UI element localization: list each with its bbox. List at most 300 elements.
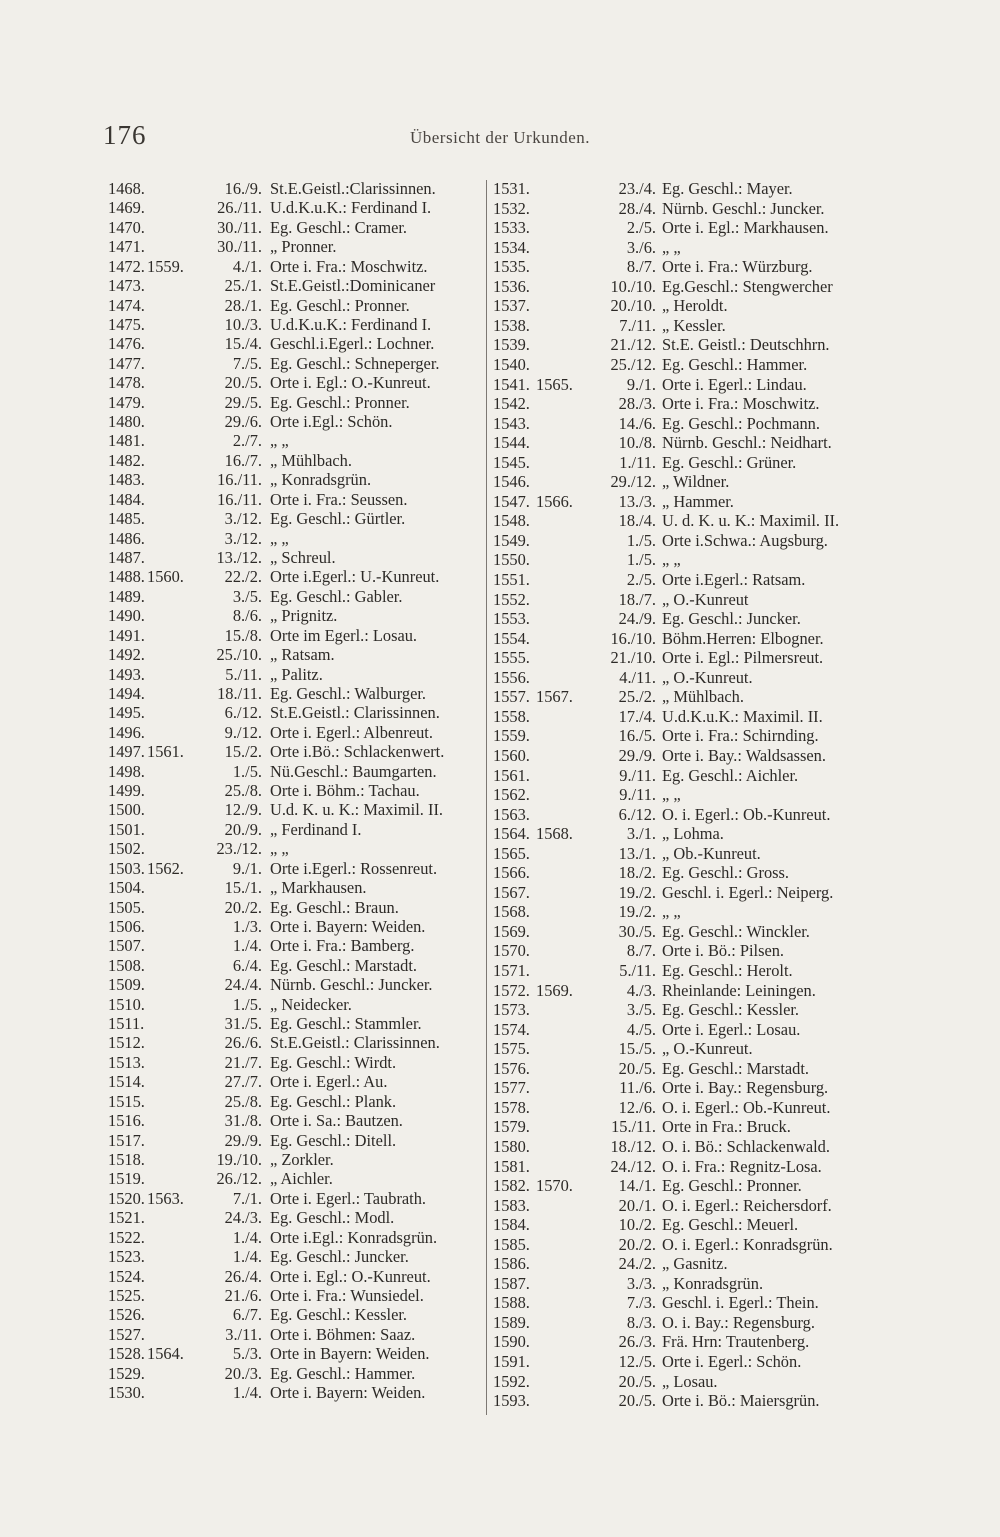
entry-text: Eg. Geschl.: Schneperger. (270, 353, 440, 373)
entry-number: 1554. (493, 628, 530, 648)
entry-number: 1507. (108, 936, 145, 956)
entry-number: 1470. (108, 217, 145, 237)
entry-date: 2./5. (626, 218, 656, 238)
entry-number: 1590. (493, 1332, 530, 1352)
entry-number: 1579. (493, 1117, 530, 1137)
entry-text: Orte i. Bö.: Maiersgrün. (662, 1391, 820, 1411)
entry-number: 1577. (493, 1078, 530, 1098)
entry-date: 4./11. (619, 667, 656, 687)
entry-date: 25./2. (618, 687, 656, 707)
entry-text: „ O.-Kunreut. (662, 667, 753, 687)
entry-number: 1588. (493, 1293, 530, 1313)
entry-date: 6./7. (232, 1305, 262, 1325)
entry-number: 1525. (108, 1285, 145, 1305)
entry-date: 27./7. (224, 1072, 262, 1092)
entry-text: Orte i. Bayern: Weiden. (270, 1383, 426, 1403)
entry-date: 18./11. (217, 683, 262, 703)
entry-number: 1543. (493, 413, 530, 433)
entry-date: 26./11. (217, 198, 262, 218)
entry-text: Orte i. Egerl.: Lindau. (662, 374, 807, 394)
entry-date: 30./5. (618, 921, 656, 941)
entry-text: O. i. Egerl.: Ob.-Kunreut. (662, 804, 831, 824)
entry-text: U. d. K. u. K.: Maximil. II. (662, 511, 840, 531)
entry-text: Eg. Geschl.: Pronner. (270, 295, 410, 315)
entry-text: Eg. Geschl.: Gross. (662, 863, 790, 883)
entry-text: U.d.K.u.K.: Ferdinand I. (270, 198, 432, 218)
entry-number: 1551. (493, 570, 530, 589)
entry-date: 1./4. (232, 1247, 262, 1267)
entry-text: Orte i. Böhm.: Tachau. (270, 781, 420, 801)
entry-number: 1560. (493, 745, 530, 765)
entry-text: Eg. Geschl.: Grüner. (662, 452, 797, 472)
entry-text: „ Gasnitz. (662, 1254, 728, 1274)
entry-number: 1482. (108, 450, 145, 470)
entry-number: 1585. (493, 1234, 530, 1254)
entry-date: 3./5. (626, 1000, 656, 1020)
entry-number: 1550. (493, 550, 530, 570)
entry-date: 9./1. (232, 858, 262, 878)
entry-number: 1558. (493, 706, 530, 726)
entry-date: 7./1. (232, 1188, 262, 1208)
entry-number: 1561. (493, 765, 530, 785)
entry-text: „ Ferdinand I. (270, 819, 362, 839)
entry-date: 13./1. (618, 843, 656, 863)
entry-number: 1522. (108, 1227, 145, 1247)
entry-date: 25./12. (610, 354, 656, 374)
entry-number: 1563. (493, 804, 530, 824)
entry-year: 1564. (147, 1344, 184, 1364)
entry-year: 1567. (536, 687, 573, 707)
entry-number: 1513. (108, 1052, 145, 1072)
entry-text: Eg. Geschl.: Gabler. (270, 586, 403, 606)
page-header (0, 0, 1000, 150)
entry-text: Eg. Geschl.: Walburger. (270, 683, 427, 703)
entry-number: 1500. (108, 800, 145, 820)
entry-date: 11./6. (619, 1078, 656, 1098)
entry-text: Orte i. Fra.: Moschwitz. (662, 394, 820, 414)
entry-date: 24./9. (618, 609, 656, 629)
entry-date: 15./11. (611, 1117, 656, 1137)
entry-number: 1531. (493, 179, 530, 198)
entry-text: Eg. Geschl.: Wirdt. (270, 1052, 397, 1072)
entry-date: 9./11. (619, 785, 656, 805)
entry-text: Eg. Geschl.: Stammler. (270, 1014, 422, 1034)
entry-text: „ Neidecker. (270, 994, 352, 1014)
entry-date: 28./3. (618, 394, 656, 414)
entry-number: 1534. (493, 237, 530, 257)
entry-date: 25./8. (224, 781, 262, 801)
entry-date: 9./11. (619, 765, 656, 785)
entry-date: 8./7. (626, 941, 656, 961)
entry-date: 15./2. (224, 742, 262, 762)
entry-date: 20./5. (618, 1058, 656, 1078)
entry-text: Rheinlande: Leiningen. (662, 980, 816, 1000)
entry-number: 1565. (493, 843, 530, 863)
entry-date: 21./7. (224, 1052, 262, 1072)
entry-text: Eg. Geschl.: Cramer. (270, 217, 408, 237)
entry-text: St.E.Geistl.: Clarissinnen. (270, 703, 440, 723)
entry-number: 1504. (108, 878, 145, 898)
entry-number: 1469. (108, 198, 145, 218)
entry-number: 1495. (108, 703, 145, 723)
entry-date: 1./5. (232, 761, 262, 781)
entry-date: 16./11. (217, 470, 262, 490)
entry-number: 1481. (108, 431, 145, 451)
entry-text: „ Schreul. (270, 547, 336, 567)
entry-text: O. i. Bö.: Schlackenwald. (662, 1136, 830, 1156)
entry-text: Nürnb. Geschl.: Neidhart. (662, 433, 832, 453)
entry-number: 1576. (493, 1058, 530, 1078)
entry-date: 1./4. (232, 936, 262, 956)
entry-date: 1./3. (232, 916, 262, 936)
entry-text: St.E. Geistl.: Deutschhrn. (662, 335, 830, 355)
entry-number: 1572. (493, 980, 530, 1000)
entry-date: 15./8. (224, 625, 262, 645)
entry-date: 16./11. (217, 489, 262, 509)
entry-text: Orte i. Fra.: Würzburg. (662, 257, 813, 277)
entry-number: 1511. (108, 1014, 145, 1034)
entry-number: 1570. (493, 941, 530, 961)
entry-text: „ „ (662, 902, 681, 922)
entry-date: 4./1. (232, 256, 262, 276)
entry-date: 24./2. (618, 1254, 656, 1274)
entry-date: 20./1. (618, 1195, 656, 1215)
entry-text: Orte i. Böhmen: Saaz. (270, 1324, 416, 1344)
entry-number: 1517. (108, 1130, 145, 1150)
entry-text: „ Ob.-Kunreut. (662, 843, 761, 863)
entry-number: 1538. (493, 315, 530, 335)
entry-date: 20./2. (224, 897, 262, 917)
entry-text: Orte im Egerl.: Losau. (270, 625, 418, 645)
entry-date: 1./5. (626, 530, 656, 550)
entry-number: 1540. (493, 354, 530, 374)
entry-text: „ Kessler. (662, 315, 726, 335)
entry-text: Orte i. Fra.: Wunsiedel. (270, 1285, 424, 1305)
entry-text: O. i. Bay.: Regensburg. (662, 1312, 815, 1332)
entry-date: 10./8. (618, 433, 656, 453)
entry-date: 29./9. (224, 1130, 262, 1150)
entry-number: 1541. (493, 374, 530, 394)
entry-date: 7./3. (626, 1293, 656, 1313)
entry-number: 1471. (108, 237, 145, 257)
entry-date: 30./11. (217, 217, 262, 237)
entry-text: „ „ (662, 785, 681, 805)
entry-date: 21./10. (610, 648, 656, 668)
entry-number: 1487. (108, 547, 145, 567)
entry-date: 21./12. (610, 335, 656, 355)
entry-date: 19./2. (618, 902, 656, 922)
entry-date: 10./3. (224, 314, 262, 334)
entry-number: 1547. (493, 491, 530, 511)
entry-date: 20./3. (224, 1363, 262, 1383)
entry-text: Orte i. Egerl.: Taubrath. (270, 1188, 427, 1208)
entry-text: „ Markhausen. (270, 878, 367, 898)
entry-number: 1574. (493, 1019, 530, 1039)
entry-text: Eg. Geschl.: Kessler. (270, 1305, 408, 1325)
entry-number: 1473. (108, 276, 145, 296)
entry-date: 8./3. (626, 1312, 656, 1332)
entry-number: 1486. (108, 528, 145, 548)
entry-number: 1584. (493, 1215, 530, 1235)
entry-text: Orte in Bayern: Weiden. (270, 1344, 430, 1364)
entry-date: 24./4. (224, 975, 262, 995)
entry-number: 1556. (493, 667, 530, 687)
entry-text: Eg. Geschl.: Winckler. (662, 921, 810, 941)
page-number: 176 (103, 120, 147, 150)
entry-text: Orte i. Egl.: O.-Kunreut. (270, 1266, 431, 1286)
entry-number: 1589. (493, 1312, 530, 1332)
entry-text: Nürnb. Geschl.: Juncker. (662, 198, 825, 218)
entry-number: 1512. (108, 1033, 145, 1053)
entry-text: Orte i.Egl.: Schön. (270, 412, 393, 432)
entry-number: 1539. (493, 335, 530, 355)
entry-date: 3./11. (225, 1324, 262, 1344)
entry-text: Eg. Geschl.: Hammer. (662, 354, 808, 374)
entry-date: 1./11. (619, 452, 656, 472)
entry-number: 1536. (493, 276, 530, 296)
entry-date: 3./3. (626, 1273, 656, 1293)
entry-text: Orte i. Egl.: Pilmersreut. (662, 648, 824, 668)
entry-number: 1489. (108, 586, 145, 606)
entry-number: 1509. (108, 975, 145, 995)
entry-date: 15./1. (224, 878, 262, 898)
entry-number: 1474. (108, 295, 145, 315)
entry-date: 4./3. (626, 980, 656, 1000)
entry-text: Eg. Geschl.: Herolt. (662, 961, 793, 980)
entry-year: 1563. (147, 1188, 184, 1208)
entry-number: 1549. (493, 530, 530, 550)
entry-number: 1472. (108, 256, 145, 276)
entry-number: 1532. (493, 198, 530, 218)
entry-date: 14./6. (618, 413, 656, 433)
entry-text: Nürnb. Geschl.: Juncker. (270, 975, 433, 995)
entry-number: 1518. (108, 1150, 145, 1169)
entry-date: 9./12. (224, 722, 262, 742)
entry-date: 20./5. (618, 1391, 656, 1411)
entry-date: 20./2. (618, 1234, 656, 1254)
entry-number: 1591. (493, 1352, 530, 1371)
entry-text: Orte i. Bayern: Weiden. (270, 916, 426, 936)
entry-number: 1544. (493, 433, 530, 453)
entry-number: 1559. (493, 726, 530, 746)
entry-number: 1502. (108, 839, 145, 859)
entry-date: 18./12. (610, 1136, 656, 1156)
entry-text: O. i. Egerl.: Konradsgrün. (662, 1234, 833, 1254)
entry-date: 31./5. (224, 1014, 262, 1034)
entry-year: 1561. (147, 742, 184, 762)
entry-date: 3./6. (626, 237, 656, 257)
entry-date: 25./10. (216, 645, 262, 665)
entry-text: „ Aichler. (270, 1169, 333, 1189)
entry-number: 1480. (108, 412, 145, 432)
entry-date: 20./5. (224, 373, 262, 393)
entry-text: Eg. Geschl.: Mayer. (662, 179, 793, 198)
entry-text: Orte i. Egerl.: Losau. (662, 1019, 801, 1039)
right-column (490, 178, 1000, 1418)
entry-number: 1583. (493, 1195, 530, 1215)
entry-text: U.d. K. u. K.: Maximil. II. (270, 800, 443, 820)
entry-text: Orte i.Bö.: Schlackenwert. (270, 742, 445, 762)
entry-text: O. i. Egerl.: Reichersdorf. (662, 1195, 832, 1215)
entry-text: „ Wildner. (662, 472, 730, 492)
entry-text: Eg.Geschl.: Stengwercher (662, 276, 833, 296)
entry-text: Eg. Geschl.: Modl. (270, 1208, 395, 1228)
entry-number: 1476. (108, 334, 145, 354)
entry-text: „ Palitz. (270, 664, 323, 684)
entry-number: 1569. (493, 921, 530, 941)
entry-text: „ Lohma. (662, 824, 724, 844)
entry-text: Orte i. Fra.: Bamberg. (270, 936, 415, 956)
entry-number: 1515. (108, 1091, 145, 1111)
running-head: Übersicht der Urkunden. (409, 128, 591, 147)
entry-number: 1485. (108, 509, 145, 529)
entry-text: St.E.Geistl.:Dominicaner (270, 276, 436, 296)
entry-number: 1530. (108, 1383, 145, 1403)
entry-text: O. i. Fra.: Regnitz-Losa. (662, 1156, 822, 1176)
entry-date: 12./5. (618, 1352, 656, 1371)
entry-date: 18./7. (618, 589, 656, 609)
entry-text: „ Mühlbach. (270, 450, 352, 470)
entry-date: 1./4. (232, 1227, 262, 1247)
entry-date: 10./2. (618, 1215, 656, 1235)
entry-text: Orte i. Bö.: Pilsen. (662, 941, 785, 961)
entry-text: Orte i. Bay.: Regensburg. (662, 1078, 829, 1098)
entry-text: Eg. Geschl.: Meuerl. (662, 1215, 799, 1235)
left-column (0, 178, 490, 1418)
entry-number: 1542. (493, 394, 530, 414)
entry-text: „ O.-Kunreut. (662, 1039, 753, 1059)
entry-date: 28./1. (224, 295, 262, 315)
entry-date: 30./11. (217, 237, 262, 257)
entry-date: 13./3. (618, 491, 656, 511)
entry-number: 1475. (108, 314, 145, 334)
entry-text: St.E.Geistl.:Clarissinnen. (270, 179, 436, 198)
entry-text: Orte i. Bay.: Waldsassen. (662, 745, 826, 765)
entry-text: Eg. Geschl.: Plank. (270, 1091, 397, 1111)
entry-date: 1./5. (232, 994, 262, 1014)
entry-date: 7./11. (619, 315, 656, 335)
entry-number: 1505. (108, 897, 145, 917)
entry-number: 1545. (493, 452, 530, 472)
entry-date: 22./2. (224, 567, 262, 587)
entry-text: Orte i.Schwa.: Augsburg. (662, 530, 828, 550)
entry-date: 24./3. (224, 1208, 262, 1228)
entry-number: 1491. (108, 625, 145, 645)
entry-date: 28./4. (618, 198, 656, 218)
entry-text: Eg. Geschl.: Marstadt. (270, 955, 418, 975)
entry-text: „ „ (270, 431, 289, 451)
entry-number: 1575. (493, 1039, 530, 1059)
entry-number: 1555. (493, 648, 530, 668)
entry-number: 1527. (108, 1324, 145, 1344)
entry-date: 26./3. (618, 1332, 656, 1352)
entry-number: 1548. (493, 511, 530, 531)
entry-date: 26./4. (224, 1266, 262, 1286)
entry-date: 7./5. (232, 353, 262, 373)
entry-text: Eg. Geschl.: Juncker. (662, 609, 801, 629)
entry-text: „ Prignitz. (270, 606, 338, 626)
entry-date: 29./12. (610, 472, 656, 492)
entry-number: 1521. (108, 1208, 145, 1228)
entry-date: 25./8. (224, 1091, 262, 1111)
entry-number: 1510. (108, 994, 145, 1014)
entry-number: 1566. (493, 863, 530, 883)
entry-text: Orte i. Sa.: Bautzen. (270, 1111, 403, 1131)
entry-date: 29./6. (224, 412, 262, 432)
entry-text: U.d.K.u.K.: Maximil. II. (662, 706, 823, 726)
entry-number: 1468. (108, 179, 145, 198)
entry-year: 1565. (536, 374, 573, 394)
entry-text: Orte i. Fra.: Moschwitz. (270, 256, 428, 276)
entry-number: 1557. (493, 687, 530, 707)
entry-date: 3./12. (224, 509, 262, 529)
entry-date: 5./11. (225, 664, 262, 684)
entry-text: Orte i. Egl.: Markhausen. (662, 218, 829, 238)
entry-number: 1488. (108, 567, 145, 587)
entry-number: 1593. (493, 1391, 530, 1411)
entry-number: 1582. (493, 1176, 530, 1196)
entry-year: 1559. (147, 256, 184, 276)
entry-text: Eg. Geschl.: Gürtler. (270, 509, 406, 529)
entry-text: „ Ratsam. (270, 645, 335, 665)
entry-date: 26./12. (216, 1169, 262, 1189)
entry-text: „ Konradsgrün. (270, 470, 372, 490)
entry-text: Geschl. i. Egerl.: Thein. (662, 1293, 819, 1313)
entry-text: Orte i.Egerl.: Ratsam. (662, 570, 806, 589)
entry-number: 1497. (108, 742, 145, 762)
entry-year: 1569. (536, 980, 573, 1000)
entry-date: 10./10. (610, 276, 656, 296)
entry-number: 1581. (493, 1156, 530, 1176)
entry-number: 1552. (493, 589, 530, 609)
entry-text: Orte i.Egl.: Konradsgrün. (270, 1227, 438, 1247)
entry-text: Böhm.Herren: Elbogner. (662, 628, 824, 648)
entry-number: 1484. (108, 489, 145, 509)
entry-date: 5./11. (619, 961, 656, 980)
entry-text: Orte i. Fra.: Schirnding. (662, 726, 819, 746)
entry-date: 6./4. (232, 955, 262, 975)
entry-number: 1562. (493, 785, 530, 805)
entry-date: 3./12. (224, 528, 262, 548)
entry-date: 20./10. (610, 296, 656, 316)
entry-date: 6./12. (618, 804, 656, 824)
entry-date: 24./12. (610, 1156, 656, 1176)
entry-number: 1519. (108, 1169, 145, 1189)
entry-date: 12./6. (618, 1097, 656, 1117)
entry-date: 1./5. (626, 550, 656, 570)
entry-date: 29./9. (618, 745, 656, 765)
entry-date: 19./10. (216, 1150, 262, 1169)
entry-year: 1570. (536, 1176, 573, 1196)
entry-number: 1498. (108, 761, 145, 781)
entry-date: 16./5. (618, 726, 656, 746)
entry-number: 1587. (493, 1273, 530, 1293)
entry-text: Frä. Hrn: Trautenberg. (662, 1332, 810, 1352)
column-divider (486, 180, 487, 1415)
entry-text: „ Heroldt. (662, 296, 728, 316)
entry-number: 1526. (108, 1305, 145, 1325)
entry-text: Orte i.Egerl.: Rossenreut. (270, 858, 438, 878)
entry-text: Geschl. i. Egerl.: Neiperg. (662, 882, 834, 902)
entry-number: 1573. (493, 1000, 530, 1020)
entry-text: „ „ (662, 237, 681, 257)
entry-date: 29./5. (224, 392, 262, 412)
entry-date: 17./4. (618, 706, 656, 726)
entry-number: 1528. (108, 1344, 145, 1364)
entry-number: 1492. (108, 645, 145, 665)
entry-text: Eg. Geschl.: Marstadt. (662, 1058, 810, 1078)
entry-text: Eg. Geschl.: Ditell. (270, 1130, 397, 1150)
